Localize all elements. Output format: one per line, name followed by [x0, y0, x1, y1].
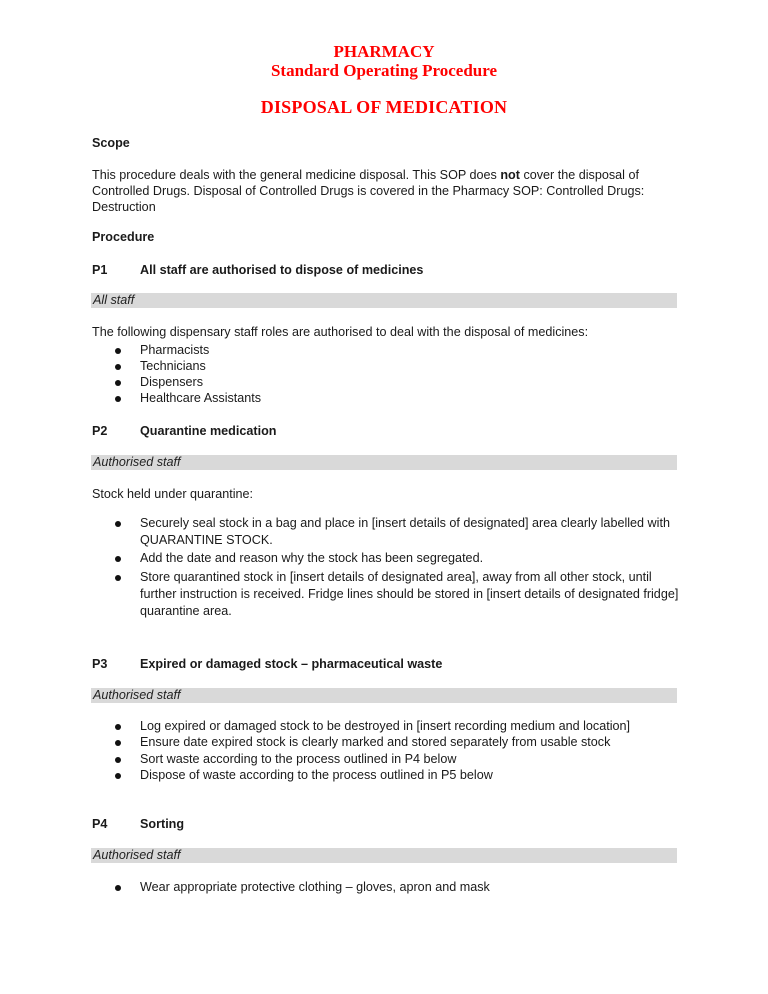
role-bar-p4: [91, 848, 677, 863]
list-item: Ensure date expired stock is clearly marked and stored separately from usable stock: [140, 735, 611, 749]
list-item: Technicians: [140, 359, 206, 373]
bullet-icon: [115, 885, 121, 891]
section-title-p1: All staff are authorised to dispose of medicines: [140, 263, 424, 277]
list-item: Healthcare Assistants: [140, 391, 262, 405]
list-item: Add the date and reason why the stock has been segregated.: [140, 551, 484, 565]
bullet-icon: [115, 396, 121, 402]
role-label: All staff: [93, 293, 135, 307]
role-bar-p2: [91, 455, 677, 470]
section-title-p3: Expired or damaged stock – pharmaceutical waste: [140, 657, 443, 671]
bullet-icon: [115, 348, 121, 354]
list-item: Securely seal stock in a bag and place in [insert details of designated] area clearly labelled with QUARANTINE STOCK.: [140, 516, 670, 547]
section-tag-p4: P4: [92, 817, 108, 831]
bullet-icon: [115, 773, 121, 779]
bullet-icon: [115, 724, 121, 730]
procedure-heading: Procedure: [92, 230, 155, 244]
list-item: Store quarantined stock in [insert details of designated area], away from all other stock, until further instruction is received. Fridge lines should be stored in [insert details of designated fridge] quarantine area.: [140, 570, 679, 618]
scope-heading: Scope: [92, 136, 130, 150]
role-label: Authorised staff: [93, 455, 181, 469]
org-title: PHARMACY: [333, 42, 435, 61]
document-subtitle: Standard Operating Procedure: [270, 61, 498, 80]
bullet-icon: [115, 757, 121, 763]
bullet-icon: [115, 575, 121, 581]
list-item: Pharmacists: [140, 343, 210, 357]
list-item: Sort waste according to the process outlined in P4 below: [140, 752, 457, 766]
section-tag-p3: P3: [92, 657, 108, 671]
scope-paragraph-line-2: Controlled Drugs. Disposal of Controlled Drugs is covered in the Pharmacy SOP: Controlled Drugs:: [92, 184, 645, 198]
list-item: Log expired or damaged stock to be destroyed in [insert recording medium and location]: [140, 719, 631, 733]
section-title-p2: Quarantine medication: [140, 424, 277, 438]
bullet-icon: [115, 380, 121, 386]
scope-bold-not: not: [500, 168, 520, 182]
list-item: Wear appropriate protective clothing – gloves, apron and mask: [140, 880, 490, 894]
scope-text: This procedure deals with the general medicine disposal. This SOP does: [92, 168, 501, 182]
role-label: Authorised staff: [93, 848, 181, 862]
section-tag-p2: P2: [92, 424, 108, 438]
list-item: Dispose of waste according to the process outlined in P5 below: [140, 768, 493, 782]
bullet-icon: [115, 740, 121, 746]
scope-paragraph-line-1: [92, 167, 639, 184]
bullet-icon: [115, 521, 121, 527]
document-title: DISPOSAL OF MEDICATION: [260, 97, 508, 117]
bullet-icon: [115, 364, 121, 370]
bullet-icon: [115, 556, 121, 562]
scope-paragraph-line-3: Destruction: [92, 200, 156, 214]
section-intro-p2: Stock held under quarantine:: [92, 487, 254, 501]
role-bar-p3: [91, 688, 677, 703]
scope-text-cont: cover the disposal of: [519, 168, 639, 182]
section-tag-p1: P1: [92, 263, 108, 277]
role-label: Authorised staff: [93, 688, 181, 702]
role-bar-p1: [91, 293, 677, 308]
section-intro-p1: The following dispensary staff roles are authorised to deal with the disposal of medicines:: [92, 325, 589, 339]
list-item: Dispensers: [140, 375, 203, 389]
section-title-p4: Sorting: [140, 817, 185, 831]
